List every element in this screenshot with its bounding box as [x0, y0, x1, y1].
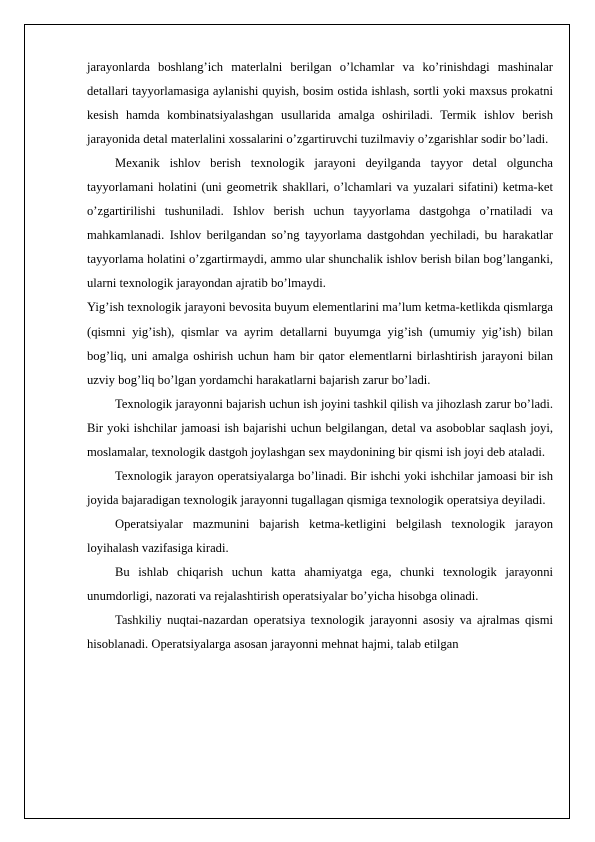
paragraph-7: Bu ishlab chiqarish uchun katta ahamiyatga ega, chunki texnologik jarayonni unumdorligi, nazorati va rejalashtirish operatsiyalar bo’yicha hisobga olinadi. [87, 564, 553, 604]
paragraph-3: Yig’ish texnologik jarayoni bevosita buyum elementlarini ma’lum ketma-ketlikda qismlarga (qismni yig’ish), qismlar va ayrim detallarni buyumga yig’ish (umumiy yig’ish) bilan bog’liq, uni amalga oshirish uchun ham bir qator elementlarni birlashtirish jarayoni bilan uzviy bog’liq bo’lgan yordamchi harakatlarni bajarish zarur bo’ladi. [87, 300, 553, 387]
paragraph-8: Tashkiliy nuqtai-nazardan operatsiya texnologik jarayonni asosiy va ajralmas qismi hisoblanadi. Operatsiyalarga asosan jarayonni mehnat hajmi, talab etilgan [87, 613, 553, 652]
document-body [87, 55, 553, 656]
paragraph-1: jarayonlarda boshlang’ich materlalni berilgan o’lchamlar va ko’rinishdagi mashinalar detallari tayyorlamasiga aylanishi quyish, bosim ostida ishlash, sortli yoki maxsus prokatni kesish hamda kombinatsiyalashgan usullarida amalga oshiriladi. Termik ishlov berish jarayonida detal materlalini xossalarini o’zgartiruvchi tuzilmaviy o’zgarishlar sodir bo’ladi. [87, 60, 553, 147]
paragraph-4: Texnologik jarayonni bajarish uchun ish joyini tashkil qilish va jihozlash zarur bo’ladi. Bir yoki ishchilar jamoasi ish bajarishi uchun belgilangan, detal va asoboblar saqlash joyi, moslamalar, texnologik dastgoh joylashgan sex maydonining bir qismi ish joyi deb ataladi. [87, 396, 553, 459]
paragraph-2: Mexanik ishlov berish texnologik jarayoni deyilganda tayyor detal olguncha tayyorlamani holatini (uni geometrik shakllari, o’lchamlari va yuzalari sifatini) ketma-ket o’zgartirilishi tushuniladi. Ishlov berish uchun tayyorlama dastgohga o’rnatiladi va mahkamlanadi. Ishlov berilgandan so’ng tayyorlama dastgohdan yechiladi, bu harakatlar tayyorlama holatini o’zgartirmaydi, ammo ular shunchalik ishlov berish bilan bog’langanki, ularni texnologik jarayondan ajratib bo’lmaydi. [87, 156, 553, 291]
paragraph-6: Operatsiyalar mazmunini bajarish ketma-ketligini belgilash texnologik jarayon loyihalash vazifasiga kiradi. [87, 516, 553, 555]
paragraph-5: Texnologik jarayon operatsiyalarga bo’linadi. Bir ishchi yoki ishchilar jamoasi bir ish joyida bajaradigan texnologik jarayonni tugallagan qismiga texnologik operatsiya deyiladi. [87, 468, 553, 507]
